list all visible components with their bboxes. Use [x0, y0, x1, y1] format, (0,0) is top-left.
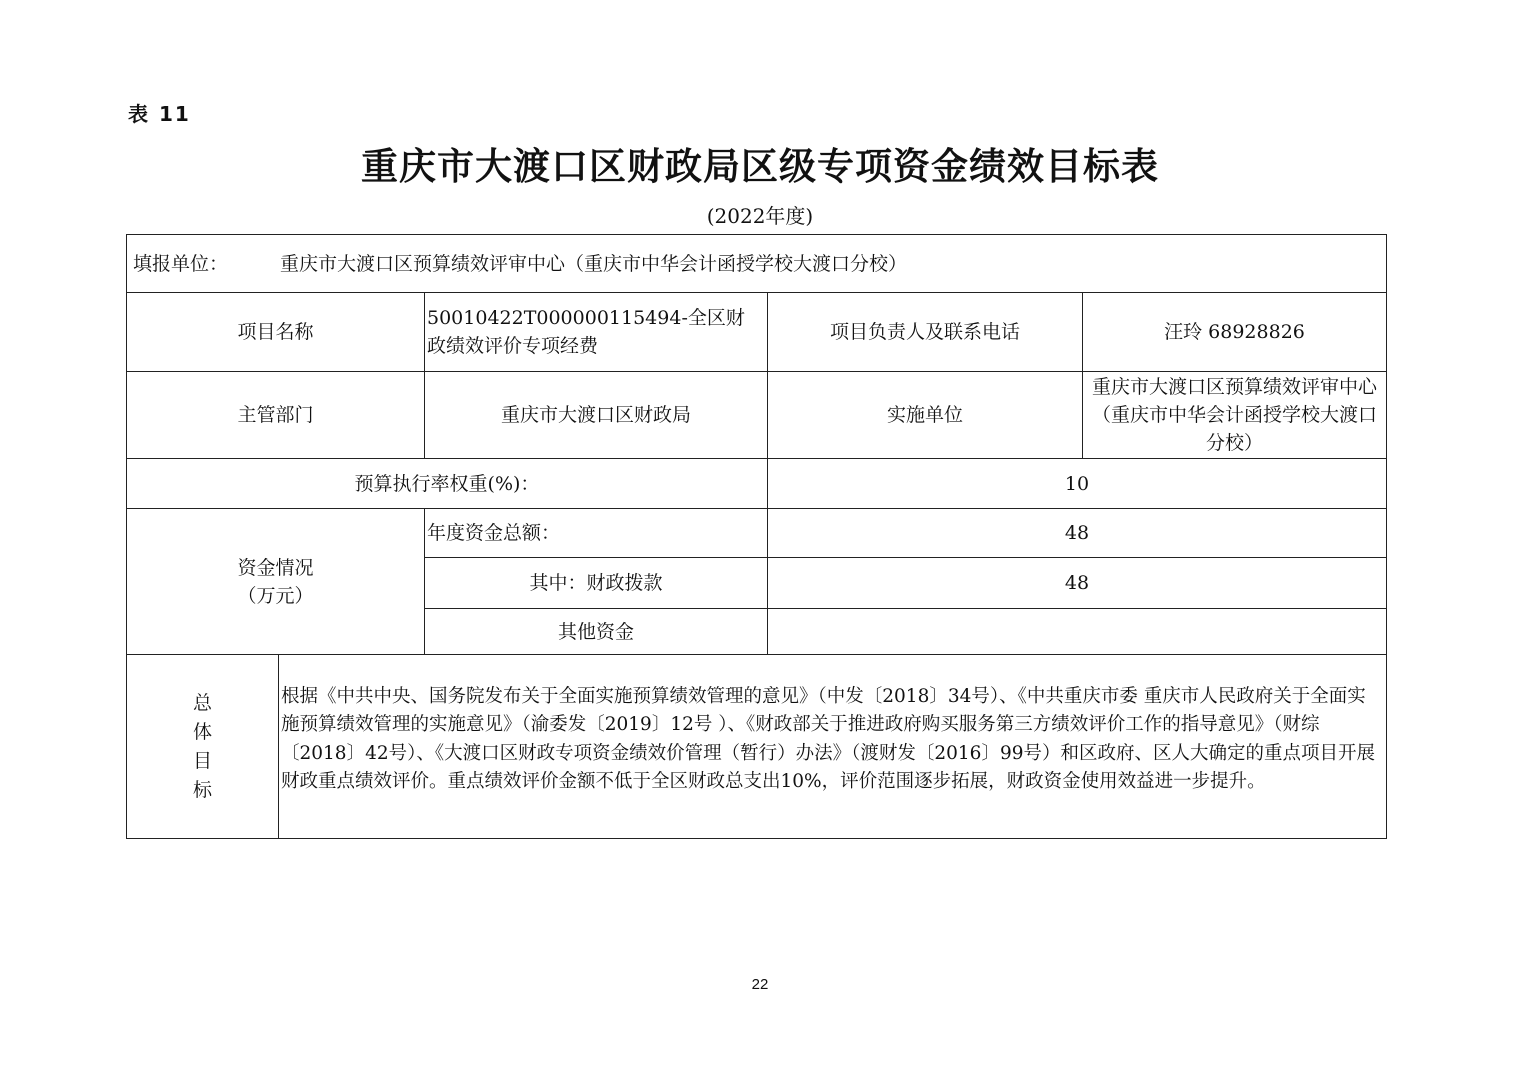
- other-funds-value: [768, 609, 1387, 655]
- performance-target-table: [126, 234, 1387, 839]
- annual-total-value: 48: [768, 509, 1387, 558]
- project-name-label: 项目名称: [127, 293, 425, 372]
- department-label: 主管部门: [127, 372, 425, 459]
- department-value: 重庆市大渡口区财政局: [425, 372, 768, 459]
- overall-goal-char: 总: [192, 691, 212, 714]
- project-lead-value: 汪玲 68928826: [1083, 293, 1387, 372]
- overall-goal-label: [127, 655, 279, 839]
- fiscal-allocation-label: 其中：财政拨款: [425, 558, 768, 609]
- reporting-unit-cell: [127, 235, 1387, 293]
- funds-label-cell: [127, 509, 425, 655]
- overall-goal-char: 标: [192, 778, 212, 801]
- funds-label: 资金情况: [237, 556, 314, 579]
- project-name-value: 50010422T000000115494-全区财政绩效评价专项经费: [425, 293, 768, 372]
- reporting-unit-value: 重庆市大渡口区预算绩效评审中心（重庆市中华会计函授学校大渡口分校）: [280, 252, 908, 275]
- annual-total-row: [127, 509, 1387, 558]
- budget-weight-value: 10: [768, 459, 1387, 509]
- annual-total-label: 年度资金总额：: [425, 509, 768, 558]
- budget-weight-row: [127, 459, 1387, 509]
- project-name-row: [127, 293, 1387, 372]
- overall-goal-char: 体: [192, 720, 212, 743]
- other-funds-label: 其他资金: [425, 609, 768, 655]
- implementing-unit-label: 实施单位: [768, 372, 1083, 459]
- page-number: 22: [751, 976, 769, 993]
- overall-goal-text: 根据《中共中央、国务院发布关于全面实施预算绩效管理的意见》（中发〔2018〕34号）、《中共重庆市委 重庆市人民政府关于全面实施预算绩效管理的实施意见》（渝委发〔2019〕12号 ）、《财政部关于推进政府购买服务第三方绩效评价工作的指导意见》（财综〔2018〕42号）、《大渡口区财政专项资金绩效价管理（暂行）办法》（渡财发〔2016〕99号）和区政府、区人大确定的重点项目开展财政重点绩效评价。重点绩效评价金额不低于全区财政总支出10%，评价范围逐步拓展，财政资金使用效益进一步提升。: [279, 655, 1387, 839]
- funds-unit: （万元）: [237, 584, 314, 607]
- budget-weight-label: 预算执行率权重(%)：: [127, 459, 768, 509]
- department-row: [127, 372, 1387, 459]
- reporting-unit-label: 填报单位：: [133, 252, 229, 275]
- table-number-label: 表 11: [128, 102, 191, 126]
- project-lead-label: 项目负责人及联系电话: [768, 293, 1083, 372]
- fiscal-allocation-value: 48: [768, 558, 1387, 609]
- overall-goal-char: 目: [192, 749, 212, 772]
- reporting-unit-row: [127, 235, 1387, 293]
- document-title: 重庆市大渡口区财政局区级专项资金绩效目标表: [361, 145, 1159, 188]
- document-subtitle: (2022年度): [706, 204, 814, 228]
- implementing-unit-value: 重庆市大渡口区预算绩效评审中心（重庆市中华会计函授学校大渡口分校）: [1083, 372, 1387, 459]
- overall-goal-row: [127, 655, 1387, 839]
